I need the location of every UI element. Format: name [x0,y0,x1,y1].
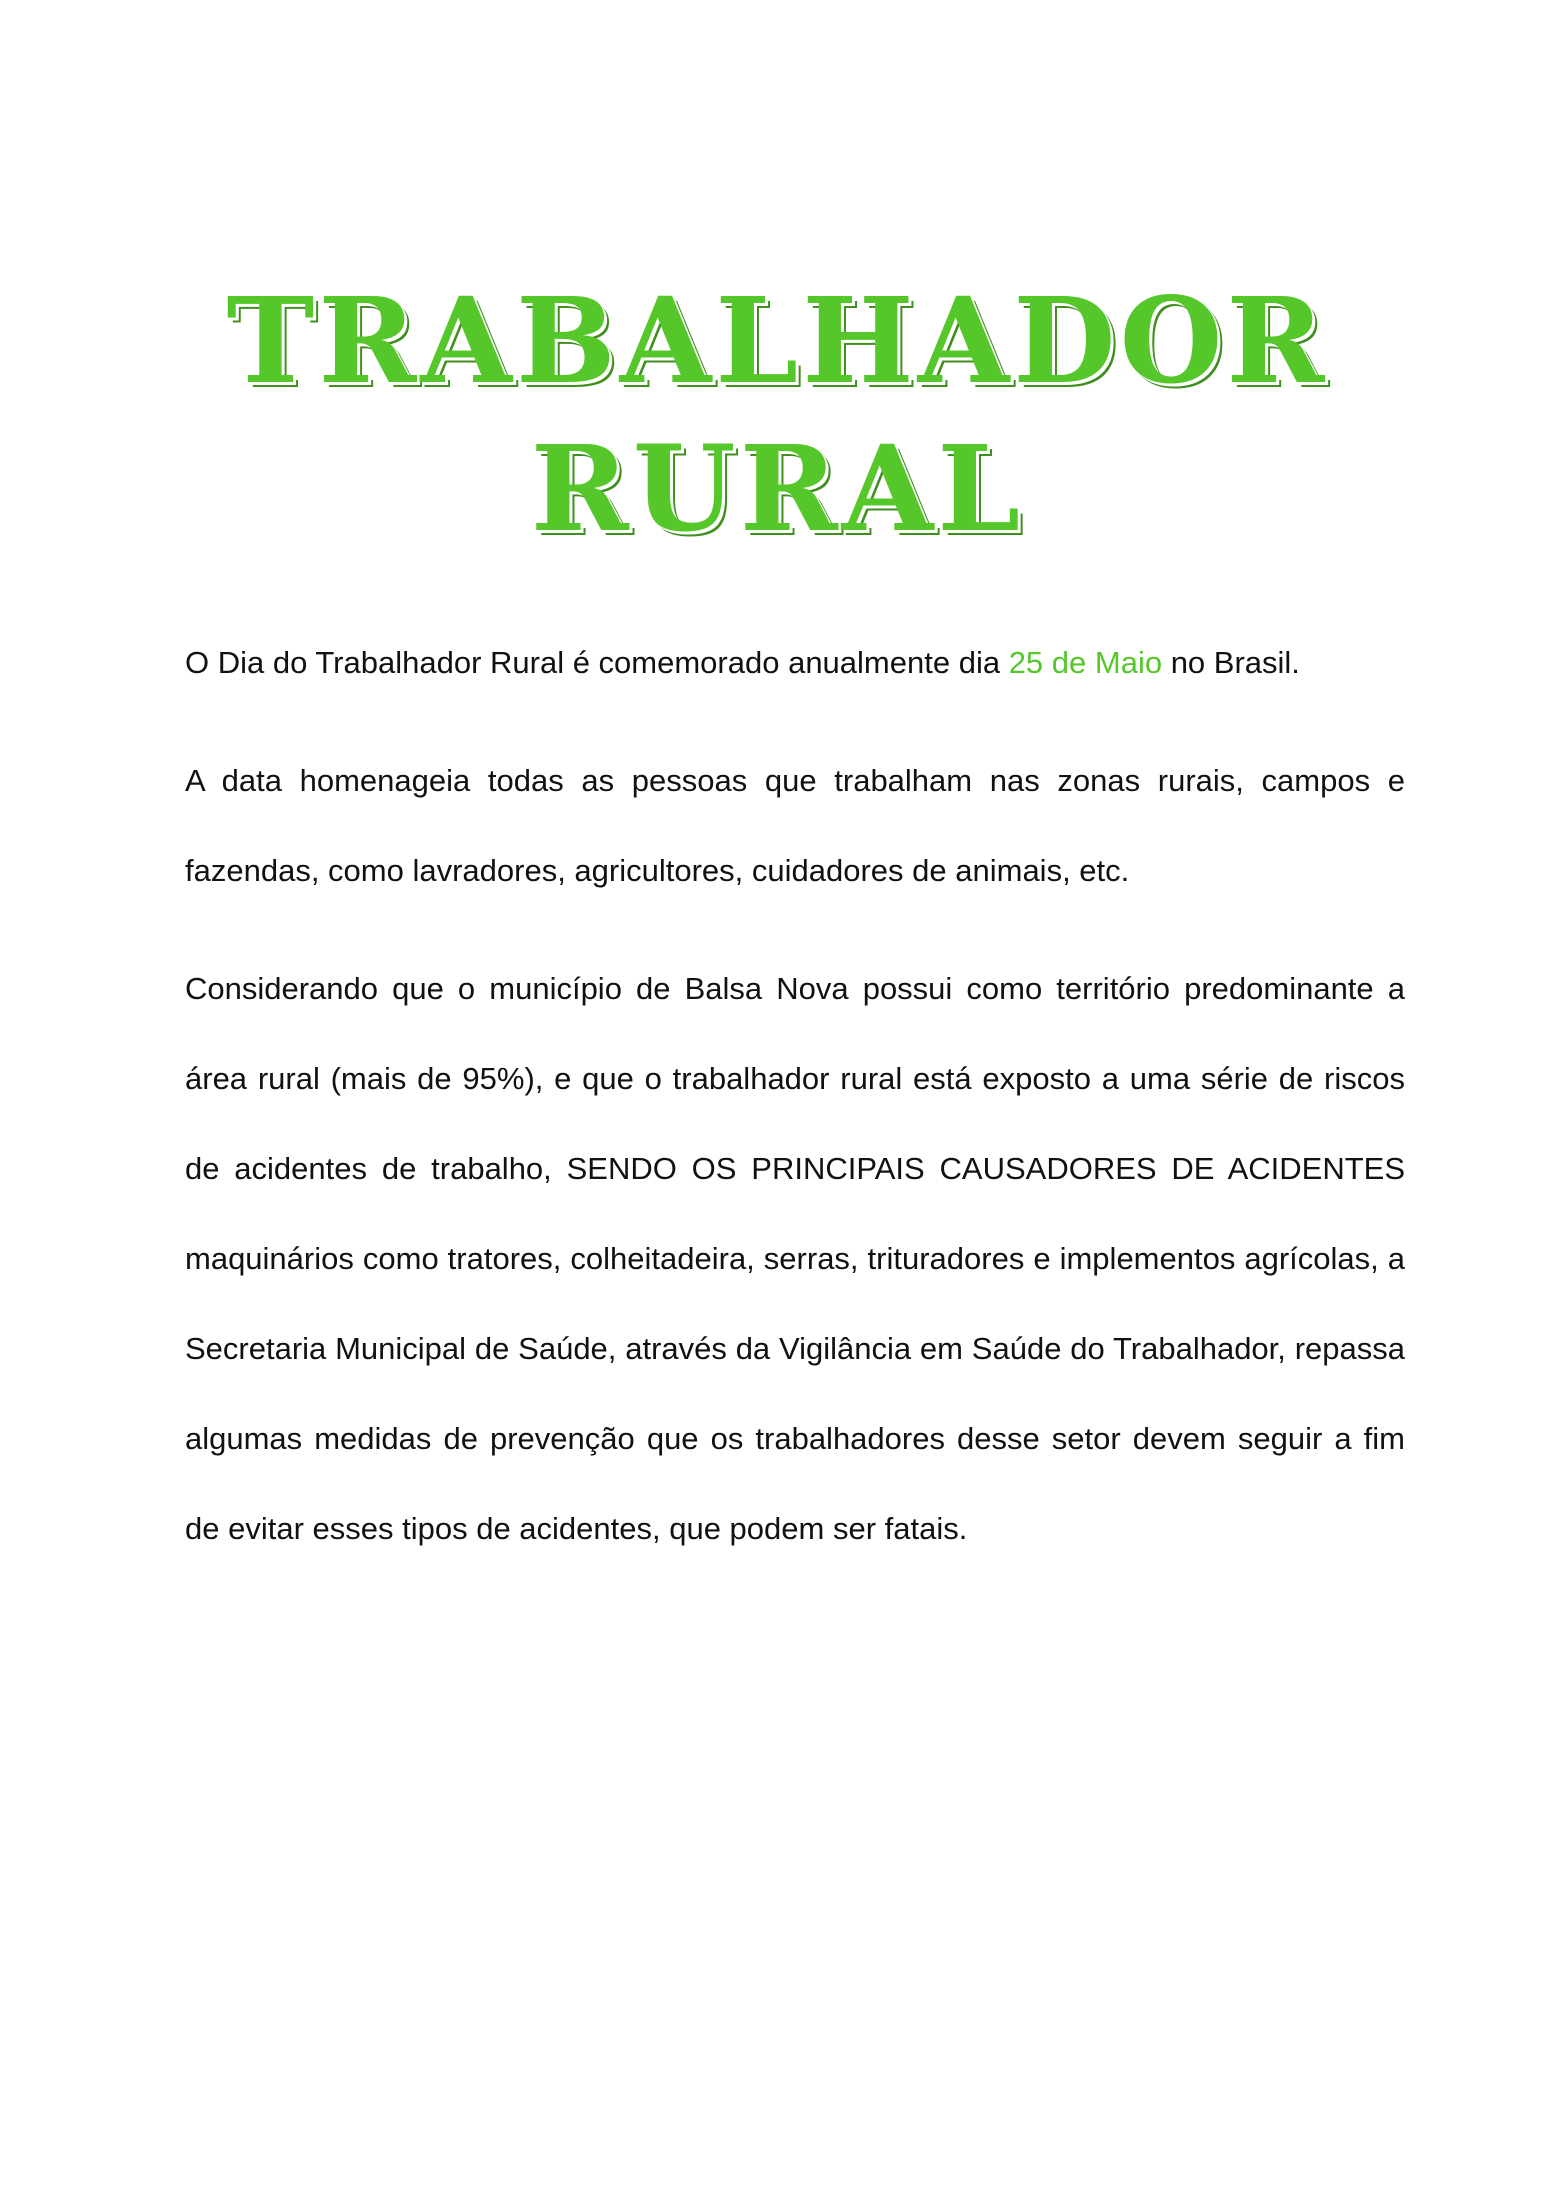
paragraph-homage: A data homenageia todas as pessoas que trabalham nas zonas rurais, campos e fazendas, como lavradores, agricultores, cuidadores de animais, etc. [185,763,1405,888]
title-line-1: TRABALHADOR [226,271,1329,411]
body-text [185,618,1405,1574]
intro-text-before: O Dia do Trabalhador Rural é comemorado anualmente dia [185,645,1009,680]
title-line-2: RURAL [530,419,1025,559]
paragraph-context: Considerando que o município de Balsa Nova possui como território predominante a área rural (mais de 95%), e que o trabalhador rural está exposto a uma série de riscos de acidentes de trabalho, SENDO OS PRINCIPAIS CAUSADORES DE ACIDENTES maquinários como tratores, colheitadeira, serras, trituradores e implementos agrícolas, a Secretaria Municipal de Saúde, através da Vigilância em Saúde do Trabalhador, repassa algumas medidas de prevenção que os trabalhadores desse setor devem seguir a fim de evitar esses tipos de acidentes, que podem ser fatais. [185,971,1405,1546]
paragraph-intro [185,618,1405,708]
date-highlight: 25 de Maio [1008,645,1163,680]
intro-text-after: no Brasil. [1162,645,1300,680]
page-title [0,267,1555,563]
